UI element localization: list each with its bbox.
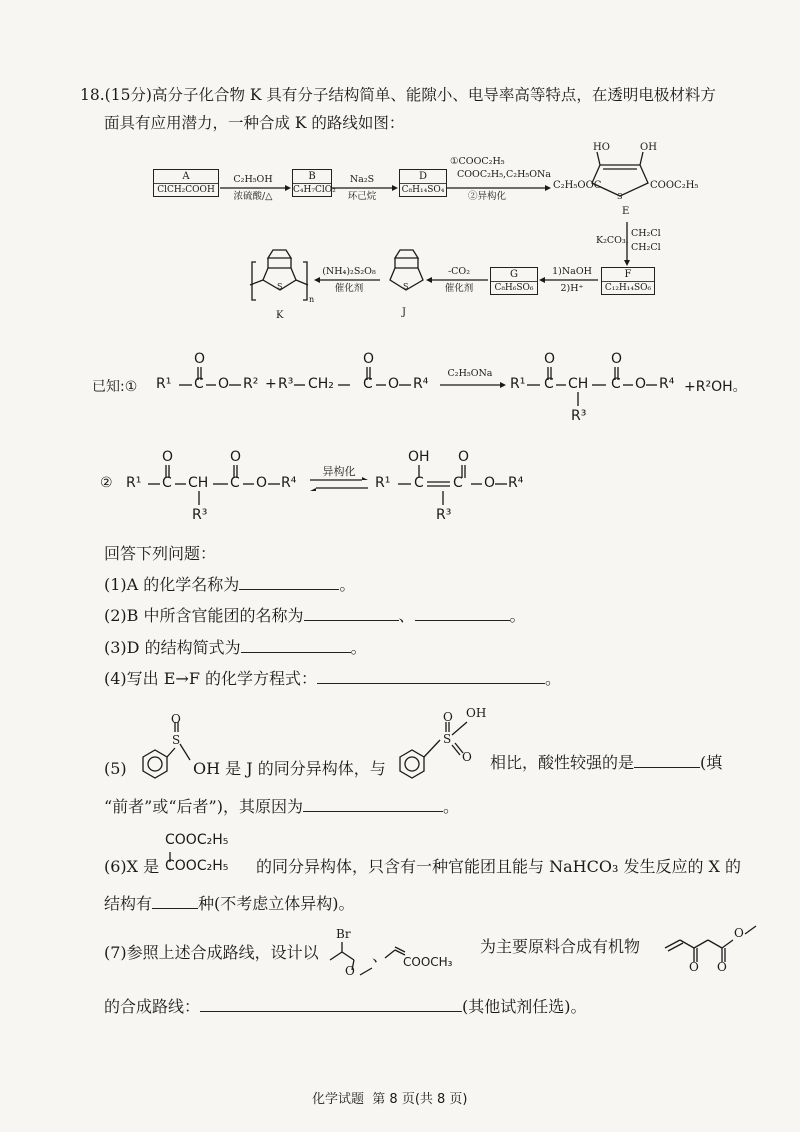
known1-p-c1: C [544, 376, 554, 392]
q5-line2-end: 。 [442, 797, 459, 816]
E-left-group: C₂H₅OOC [553, 180, 602, 191]
known1-c1: C [194, 376, 204, 392]
arrow-EF-bottom: CH₂Cl [631, 242, 661, 253]
known2-ch: CH [188, 475, 209, 491]
arrow-GJ-bottom: 催化剂 [444, 283, 474, 294]
arrow-AB-bottom: 浓硫酸/△ [233, 191, 273, 202]
q5-line2 [104, 796, 459, 818]
compound-D-label: D [418, 171, 428, 182]
known2-isomer: 异构化 [322, 465, 356, 478]
compound-G-box [490, 267, 538, 295]
q5-mid2: 相比，酸性较强的是 [490, 753, 635, 772]
q1-answer-blank[interactable] [239, 589, 339, 590]
known2-p-r3: R³ [436, 507, 452, 523]
known1-o2: O [218, 376, 230, 392]
q5 [193, 758, 386, 780]
known1-r4: R⁴ [413, 376, 429, 392]
known-prefix: 已知:① [92, 379, 138, 395]
compound-D-formula: C₈H₁₄SO₄ [401, 185, 445, 195]
known1-p-ch: CH [568, 376, 589, 392]
known2-r1: R¹ [126, 475, 142, 491]
q6-line2b: 种(不考虑立体异构)。 [198, 894, 355, 913]
K-n: n [309, 295, 315, 304]
arrow-AB-top: C₂H₅OH [233, 174, 273, 185]
arrow-DE-ester1: COOC₂H₅ [458, 156, 505, 167]
known2-p-oh: OH [408, 449, 430, 465]
q6-struct-bottom: COOC₂H₅ [165, 858, 229, 874]
q7-product-o3: O [734, 926, 744, 940]
known2-r4: R⁴ [281, 475, 297, 491]
known1-tail: +R²OH。 [684, 379, 747, 395]
q1 [104, 574, 355, 596]
known2-p-c2: C [453, 475, 463, 491]
q6 [104, 856, 159, 878]
known1-p-o1: O [544, 351, 556, 367]
known1-plus: + [265, 376, 277, 392]
arrow-DE-reagent [450, 156, 505, 167]
E-right-group: COOC₂H₅ [650, 180, 699, 191]
q7-answer-blank[interactable] [200, 1011, 462, 1012]
questions-header: 回答下列问题： [104, 544, 217, 563]
known1-r3: R³ [278, 376, 294, 392]
known1-c2: C [363, 376, 373, 392]
arrow-FG-top: 1)NaOH [552, 266, 592, 277]
known1-p-c2: C [611, 376, 621, 392]
q7-br: Br [336, 927, 351, 941]
q3-end: 。 [350, 638, 367, 657]
q2-end: 。 [509, 606, 526, 625]
known1-r2: R² [243, 376, 259, 392]
q6-line2 [104, 893, 355, 915]
known1-ch2: CH₂ [308, 376, 334, 392]
known1-o1: O [194, 351, 206, 367]
known2-p-r4: R⁴ [508, 475, 524, 491]
known2-r3: R³ [192, 507, 208, 523]
question-header [80, 84, 716, 106]
arrow-DE-ester2: COOC₂H₅ [457, 169, 504, 180]
q6-line2a: 结构有 [104, 894, 153, 913]
q6-prefix: (6)X 是 [104, 857, 160, 876]
q5-struct2-o1: O [443, 710, 453, 724]
question-intro-1: 高分子化合物 K 具有分子结构简单、能隙小、电导率高等特点，在透明电极材料方 [151, 86, 716, 104]
q7-line2b: (其他试剂任选)。 [462, 997, 587, 1016]
q7-o: O [345, 964, 355, 978]
arrow-BD-top: Na₂S [349, 174, 375, 185]
known2-p-r1: R¹ [375, 475, 391, 491]
arrow-GJ-top: -CO₂ [447, 266, 471, 277]
known2-o2: O [230, 449, 242, 465]
q1-end: 。 [339, 575, 356, 594]
arrow-DE-reagent-2 [457, 169, 551, 180]
arrow-BD-bottom: 环己烷 [347, 191, 377, 202]
known1-o3: O [363, 351, 375, 367]
footer-subject: 化学试题 [312, 1092, 365, 1107]
known2-p-c1: C [414, 475, 424, 491]
q3-text: (3)D 的结构简式为 [104, 638, 241, 657]
q5-struct2-s: S [443, 732, 452, 746]
q5-mid1: OH 是 J 的同分异构体，与 [193, 759, 386, 778]
compound-G-label: G [510, 269, 518, 280]
known2-c2: C [230, 475, 240, 491]
compound-F-label: F [624, 269, 632, 280]
E-oh2: OH [640, 142, 657, 153]
arrow-DE-bottom: ②异构化 [468, 191, 507, 202]
known2-o3: O [256, 475, 268, 491]
q3 [104, 637, 367, 659]
q2-text: (2)B 中所含官能团的名称为 [104, 606, 304, 625]
arrow-DE-step1: ① [450, 156, 459, 167]
q2-answer-blank-2[interactable] [415, 620, 510, 621]
q5-struct2-oh: OH [466, 706, 487, 720]
arrow-DE-base: ,C₂H₅ONa [503, 169, 551, 180]
q2-answer-blank-1[interactable] [304, 620, 399, 621]
q7-cooch3: COOCH₃ [403, 955, 453, 969]
known1-p-r4: R⁴ [659, 376, 675, 392]
q7-product-o1: O [689, 960, 699, 974]
q5-answer-blank-2[interactable] [303, 811, 443, 812]
compound-B-box [292, 169, 336, 197]
q6-struct-top: COOC₂H₅ [165, 832, 229, 848]
q6-text: 的同分异构体，只含有一种官能团且能与 NaHCO₃ 发生反应的 X 的 [256, 857, 742, 876]
q6-answer-blank[interactable] [152, 908, 198, 909]
known1-p-r1: R¹ [510, 376, 526, 392]
q4-end: 。 [545, 669, 562, 688]
question-number: 18. [80, 86, 105, 104]
known1-p-o2: O [611, 351, 623, 367]
footer-page: 第 8 页(共 8 页) [372, 1092, 468, 1107]
known1-o4: O [388, 376, 400, 392]
known1-p-r3: R³ [571, 408, 587, 424]
known2-c1: C [162, 475, 172, 491]
compound-B-formula: C₄H₇ClO₂ [293, 185, 336, 195]
q5-struct1-s: S [172, 733, 181, 747]
known2-prefix: ② [100, 475, 113, 491]
q5-struct1-o: O [171, 712, 181, 726]
K-structure [250, 250, 308, 300]
q5-prefix: (5) [104, 759, 127, 778]
compound-A-formula: ClCH₂COOH [154, 183, 218, 196]
known2-o1: O [162, 449, 174, 465]
arrow-EF-reagent: K₂CO₃, [596, 235, 629, 246]
known2-p-o1: O [458, 449, 470, 465]
q7-sep: 、 [372, 946, 389, 965]
compound-A-label: A [182, 171, 190, 182]
compound-B-label: B [308, 171, 316, 182]
q5-end: (填 [700, 753, 723, 772]
q1-text: (1)A 的化学名称为 [104, 575, 240, 594]
q7-a: (7)参照上述合成路线，设计以 [104, 943, 319, 962]
question-intro-2: 面具有应用潜力，一种合成 K 的路线如图： [104, 114, 405, 132]
E-sulfur: S [617, 192, 623, 201]
E-oh1: HO [593, 142, 610, 153]
q7-line2 [104, 996, 587, 1018]
q5-line2-text: “前者”或“后者”)，其原因为 [104, 797, 303, 816]
question-score: (15分) [104, 86, 152, 104]
K-label: K [276, 310, 284, 321]
compound-F-box [601, 267, 655, 295]
known1-r1: R¹ [156, 376, 172, 392]
arrow-FG-bottom: 2)H⁺ [560, 283, 584, 294]
page-footer [312, 1088, 468, 1107]
compound-G-formula: C₈H₆SO₆ [491, 281, 537, 294]
J-sulfur: S [403, 282, 409, 291]
q4-answer-blank[interactable] [317, 683, 545, 684]
q5-second [490, 752, 722, 774]
q5-answer-blank-1[interactable] [634, 767, 700, 768]
known1-reagent: C₂H₅ONa [447, 368, 493, 379]
q2-mid: 、 [398, 606, 415, 625]
compound-F-formula: C₁₂H₁₄SO₆ [602, 281, 654, 294]
E-label: E [622, 206, 630, 217]
compound-A-box [153, 169, 219, 197]
known2-p-c3: O [484, 475, 496, 491]
q7-line2a: 的合成路线： [104, 997, 201, 1016]
arrow-JK-bottom: 催化剂 [334, 283, 364, 294]
q2 [104, 605, 526, 627]
q4 [104, 668, 561, 690]
known1-p-o3: O [635, 376, 647, 392]
q5-struct2-o2: O [462, 750, 472, 764]
arrow-EF-top: CH₂Cl [631, 228, 661, 239]
compound-D-box [399, 169, 447, 197]
q3-answer-blank[interactable] [241, 652, 351, 653]
q4-text: (4)写出 E→F 的化学方程式： [104, 669, 318, 688]
J-label: J [402, 307, 407, 318]
q7-product-o2: O [717, 960, 727, 974]
q7-b: 为主要原料合成有机物 [480, 937, 641, 956]
arrow-JK-top: (NH₄)₂S₂O₈ [322, 266, 376, 277]
K-sulfur: S [277, 282, 283, 291]
